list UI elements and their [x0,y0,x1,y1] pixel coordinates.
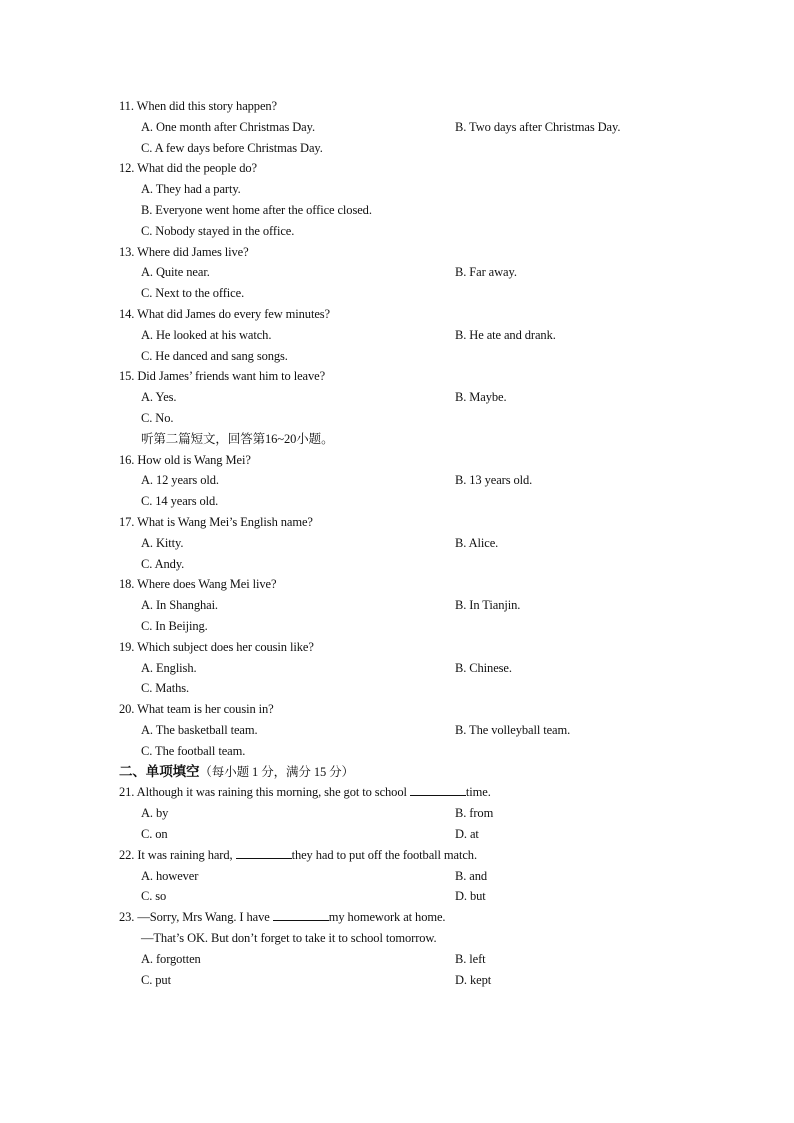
question-stem: 17. What is Wang Mei’s English name? [119,515,313,529]
question-stem: 14. What did James do every few minutes? [119,307,330,321]
answer-option: B. and [455,869,488,883]
answer-option: C. Maths. [141,681,190,695]
answer-option: C. A few days before Christmas Day. [141,141,323,155]
answer-option: C. No. [141,411,174,425]
answer-option: D. kept [455,973,492,987]
answer-option: B. Chinese. [455,661,512,675]
answer-option: B. left [455,952,486,966]
answer-option: C. Andy. [141,557,185,571]
question-stem: 11. When did this story happen? [119,99,277,113]
section-heading [119,764,354,780]
answer-option: B. Alice. [455,536,499,550]
answer-option: B. from [455,806,494,820]
answer-option: B. 13 years old. [455,473,533,487]
answer-option: C. 14 years old. [141,494,219,508]
answer-option: B. Everyone went home after the office closed. [141,203,372,217]
section-title: 二、单项填空 [119,764,200,780]
section-note: （每小题 1 分，满分 15 分） [199,765,354,779]
answer-option: B. In Tianjin. [455,598,521,612]
answer-option: C. on [141,827,168,841]
answer-option: D. but [455,889,486,903]
answer-option: A. The basketball team. [141,723,258,737]
answer-option: C. Nobody stayed in the office. [141,224,295,238]
listening-instruction: 听第二篇短文，回答第16~20小题。 [141,432,334,446]
answer-option: B. The volleyball team. [455,723,571,737]
question-stem: 23. —Sorry, Mrs Wang. I have my homework at home. [119,910,446,924]
answer-option: B. He ate and drank. [455,328,556,342]
answer-option: A. He looked at his watch. [141,328,272,342]
answer-option: C. In Beijing. [141,619,208,633]
answer-blank [410,784,466,796]
answer-option: A. English. [141,661,197,675]
question-stem: 22. It was raining hard, they had to put off the football match. [119,848,477,862]
answer-option: A. Yes. [141,390,177,404]
answer-option: B. Two days after Christmas Day. [455,120,621,134]
answer-option: A. Kitty. [141,536,184,550]
answer-option: A. by [141,806,169,820]
answer-blank [236,847,292,859]
question-stem: 12. What did the people do? [119,161,258,175]
question-stem: 18. Where does Wang Mei live? [119,577,277,591]
answer-option: A. however [141,869,199,883]
question-stem: 16. How old is Wang Mei? [119,453,251,467]
answer-option: B. Maybe. [455,390,507,404]
question-stem: 20. What team is her cousin in? [119,702,274,716]
answer-option: C. Next to the office. [141,286,245,300]
answer-option: A. 12 years old. [141,473,219,487]
question-stem: 13. Where did James live? [119,245,249,259]
answer-option: D. at [455,827,479,841]
answer-option: C. put [141,973,171,987]
answer-blank [273,909,329,921]
question-stem: 19. Which subject does her cousin like? [119,640,314,654]
dialogue-reply: —That’s OK. But don’t forget to take it to school tomorrow. [141,931,437,945]
answer-option: C. so [141,889,167,903]
answer-option: C. He danced and sang songs. [141,349,288,363]
answer-option: A. They had a party. [141,182,241,196]
answer-option: C. The football team. [141,744,246,758]
answer-option: A. Quite near. [141,265,210,279]
answer-option: B. Far away. [455,265,517,279]
question-stem: 15. Did James’ friends want him to leave? [119,369,326,383]
question-stem: 21. Although it was raining this morning, she got to school time. [119,785,491,799]
answer-option: A. In Shanghai. [141,598,218,612]
answer-option: A. One month after Christmas Day. [141,120,315,134]
answer-option: A. forgotten [141,952,201,966]
